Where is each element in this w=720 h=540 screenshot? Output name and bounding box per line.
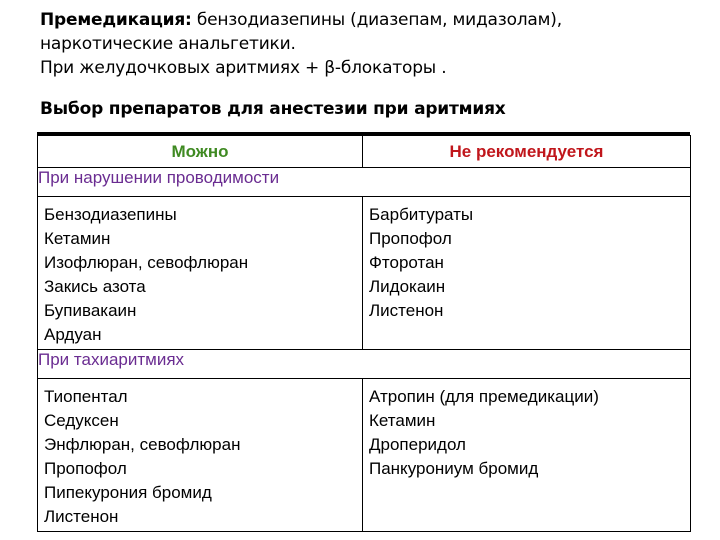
- list-item: Тиопентал: [44, 387, 128, 406]
- table-header-row: [38, 136, 691, 168]
- header-allowed: Можно: [38, 136, 363, 168]
- group-title-tachyarrhythmia: При тахиаритмиях: [38, 350, 691, 379]
- group-title-conduction: При нарушении проводимости: [38, 168, 691, 197]
- list-item: Атропин (для премедикации): [369, 387, 599, 406]
- section-title: Выбор препаратов для анестезии при аритмиях: [40, 99, 506, 119]
- list-item: Ардуан: [44, 325, 102, 344]
- group-row-tachyarrhythmia: [38, 350, 691, 379]
- list-item: Седуксен: [44, 411, 119, 430]
- list-item: Листенон: [369, 301, 444, 320]
- list-item: Фторотан: [369, 253, 444, 272]
- list-item: Листенон: [44, 507, 119, 526]
- premedication-line-2: наркотические анальгетики.: [40, 34, 296, 54]
- list-item: Кетамин: [369, 411, 436, 430]
- list-item: Лидокаин: [369, 277, 446, 296]
- list-item: Пропофол: [44, 459, 127, 478]
- table-row: [38, 197, 691, 350]
- header-not-recommended: Не рекомендуется: [363, 136, 691, 168]
- anesthesia-drug-table: [37, 135, 691, 532]
- list-item: Изофлюран, севофлюран: [44, 253, 249, 272]
- list-item: Пипекурония бромид: [44, 483, 212, 502]
- table-row: [38, 379, 691, 532]
- list-item: Барбитураты: [369, 205, 474, 224]
- not-recommended-list-conduction: [363, 197, 691, 350]
- list-item: Кетамин: [44, 229, 111, 248]
- list-item: Пропофол: [369, 229, 452, 248]
- list-item: Бензодиазепины: [44, 205, 177, 224]
- premedication-paragraph: [40, 8, 700, 80]
- premedication-text: бензодиазепины (диазепам, мидазолам),: [191, 10, 562, 30]
- group-row-conduction: [38, 168, 691, 197]
- not-recommended-list-tachyarrhythmia: [363, 379, 691, 532]
- premedication-line-3: При желудочковых аритмиях + β-блокаторы .: [40, 58, 447, 78]
- allowed-list-conduction: [38, 197, 363, 350]
- list-item: Дроперидол: [369, 435, 466, 454]
- list-item: Энфлюран, севофлюран: [44, 435, 241, 454]
- premedication-line: [40, 8, 700, 32]
- list-item: Бупивакаин: [44, 301, 137, 320]
- premedication-label: Премедикация:: [40, 10, 192, 30]
- list-item: Закись азота: [44, 277, 146, 296]
- allowed-list-tachyarrhythmia: [38, 379, 363, 532]
- list-item: Панкурониум бромид: [369, 459, 539, 478]
